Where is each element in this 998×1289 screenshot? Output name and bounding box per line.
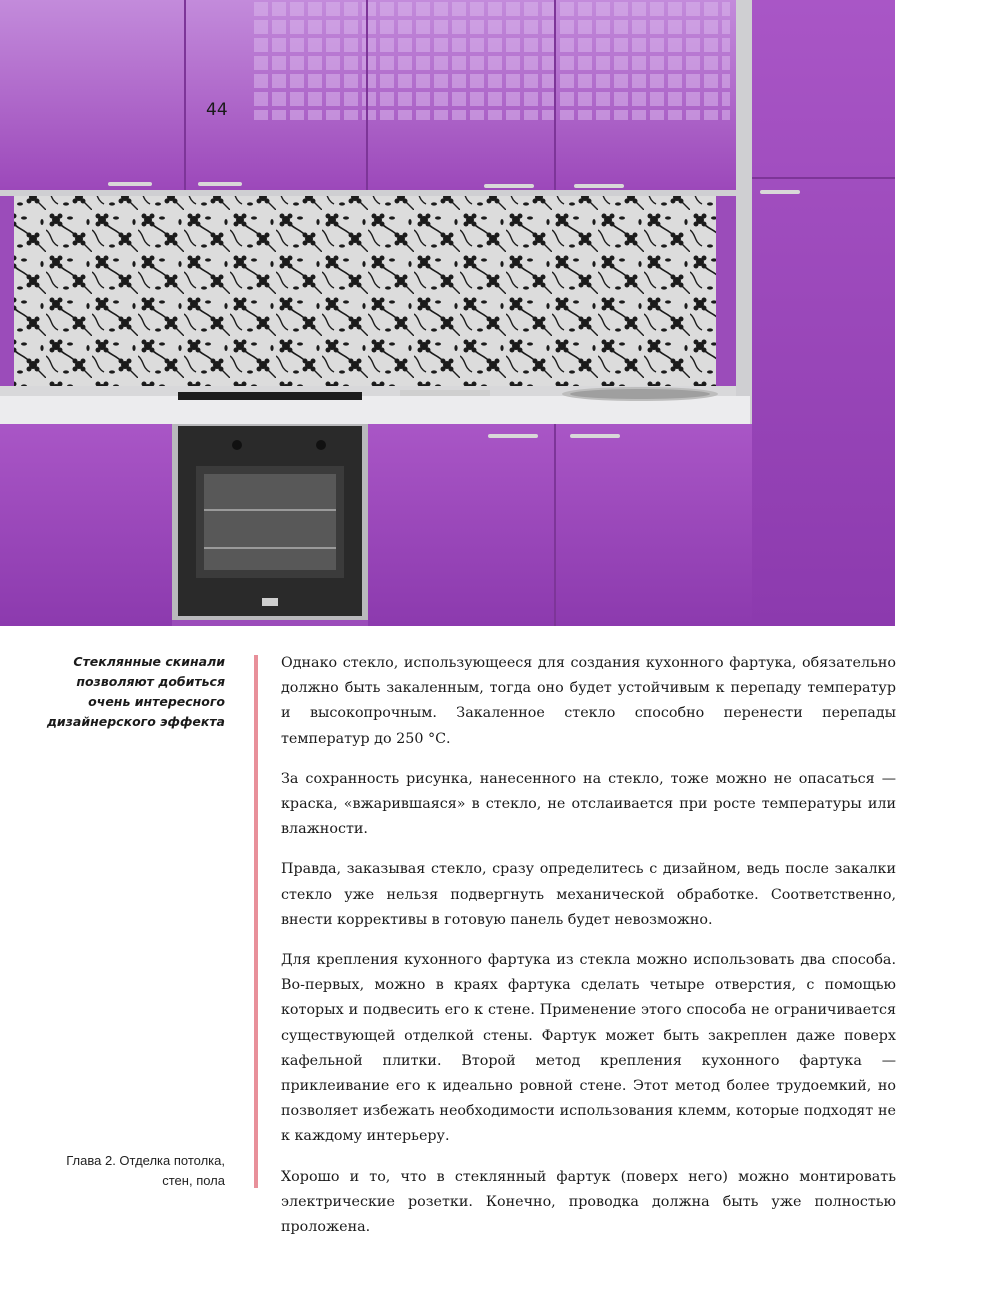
body-text [281, 651, 896, 1255]
kitchen-photo [0, 0, 895, 626]
paragraph: Хорошо и то, что в стеклянный фартук (поверх него) можно монтировать электрические розетки. Конечно, проводка должна быть уже полностью проложена. [281, 1168, 896, 1236]
paragraph: Для крепления кухонного фартука из стекла можно использовать два способа. Во-первых, можно в краях фартука сделать четыре отверстия, с помощью которых и подвесить его к стене. Применение этого способа не ограничивается существующей отделкой стены. Фартук может быть закреплен даже поверх кафельной плитки. Второй метод крепления кухонного фартука — приклеивание его к идеально ровной стене. Этот метод более трудоемкий, но позволяет избежать необходимости использования клемм, которые подходят не к каждому интерьеру. [281, 952, 896, 1145]
paragraph: Однако стекло, использующееся для создания кухонного фартука, обязательно должно быть закаленным, тогда оно будет устойчивым к перепаду температур и высокопрочным. Закаленное стекло способно перенести перепады температур до 250 °С. [281, 655, 896, 747]
chapter-title: Глава 2. Отделка потолка, стен, пола [66, 1153, 225, 1188]
margin-rule [254, 655, 258, 1188]
paragraph: За сохранность рисунка, нанесенного на стекло, тоже можно не опасаться — краска, «вжарившаяся» в стекло, не отслаивается при росте температуры или влажности. [281, 770, 896, 838]
photo-caption: Стеклянные скинали позволяют добиться очень интересного дизайнерского эффекта [46, 654, 225, 729]
paragraph: Правда, заказывая стекло, сразу определитесь с дизайном, ведь после закалки стекло уже нельзя подвергнуть механической обработке. Соответственно, внести коррективы в готовую панель будет невозможно. [281, 861, 896, 928]
page-number: 44 [206, 100, 228, 120]
kitchen-illustration [0, 0, 895, 626]
